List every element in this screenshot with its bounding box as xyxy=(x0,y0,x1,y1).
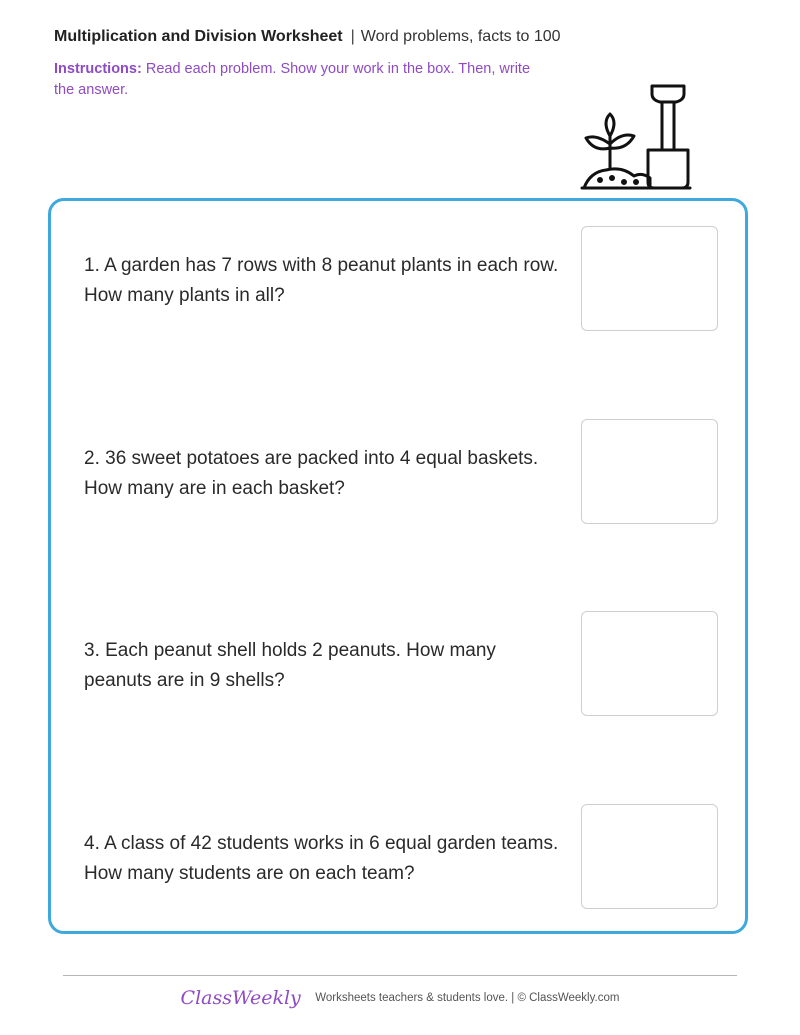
instructions-label: Instructions: xyxy=(54,61,142,77)
worksheet-subtitle: Word problems, facts to 100 xyxy=(360,28,561,45)
instructions-text: Read each problem. Show your work in the box. Then, write the answer. xyxy=(54,61,531,98)
problem-4: 4. A class of 42 students works in 6 equal garden teams. How many students are on each team? xyxy=(84,833,559,884)
problem-1: 1. A garden has 7 rows with 8 peanut plants in each row. How many plants in all? xyxy=(84,255,559,306)
problem-2: 2. 36 sweet potatoes are packed into 4 equal baskets. How many are in each basket? xyxy=(84,448,539,499)
worksheet-title: Multiplication and Division Worksheet xyxy=(54,28,343,45)
worksheet-header xyxy=(54,27,561,47)
footer-divider xyxy=(63,975,737,976)
instructions xyxy=(54,59,544,101)
footer-tagline: Worksheets teachers & students love. | © ClassWeekly.com xyxy=(315,992,620,1004)
answer-box-1[interactable] xyxy=(581,226,718,331)
footer xyxy=(0,987,800,1009)
header-separator: | xyxy=(350,28,355,45)
problem-3: 3. Each peanut shell holds 2 peanuts. How many peanuts are in 9 shells? xyxy=(84,640,496,691)
plant-and-shovel-icon xyxy=(578,82,692,194)
answer-box-4[interactable] xyxy=(581,804,718,909)
answer-box-2[interactable] xyxy=(581,419,718,524)
answer-box-3[interactable] xyxy=(581,611,718,716)
brand-logo: ClassWeekly xyxy=(180,987,301,1009)
problems-card xyxy=(48,198,748,934)
